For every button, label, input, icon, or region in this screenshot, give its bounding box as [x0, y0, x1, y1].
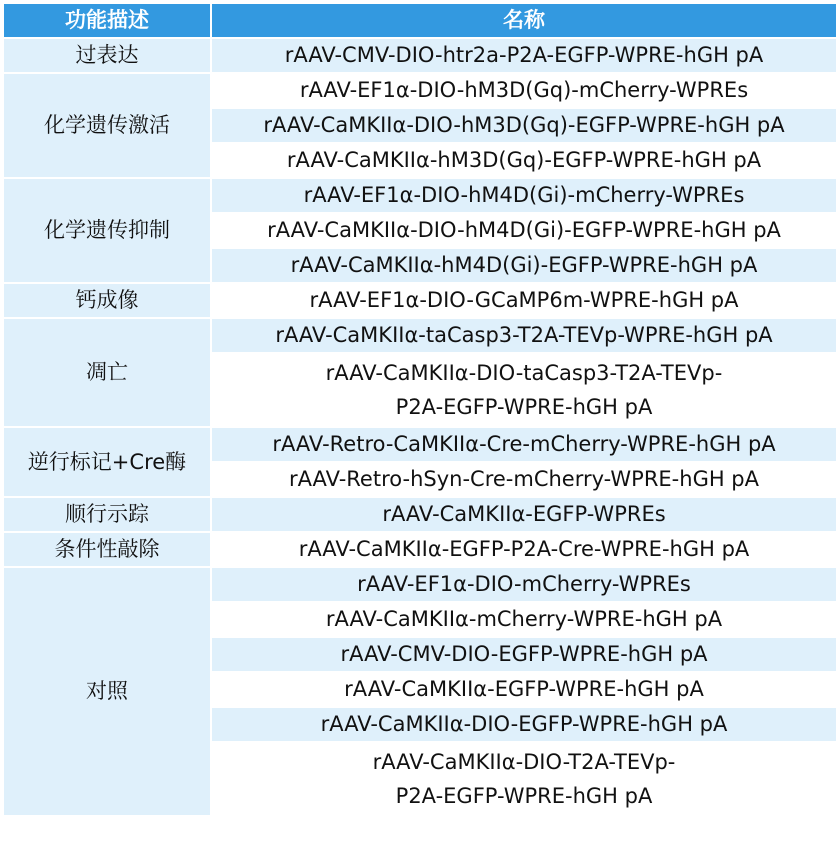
table-row — [3, 178, 837, 213]
name-line: rAAV-CaMKIIα-mCherry-WPRE-hGH pA — [325, 607, 723, 631]
name-line: rAAV-CaMKIIα-DIO-hM3D(Gq)-EGFP-WPRE-hGH pA — [263, 113, 785, 137]
name-line: rAAV-CaMKIIα-hM3D(Gq)-EGFP-WPRE-hGH pA — [286, 148, 762, 172]
name-line: rAAV-Retro-hSyn-Cre-mCherry-WPRE-hGH pA — [288, 467, 760, 491]
function-cell: 对照 — [3, 567, 211, 816]
name-cell — [211, 567, 837, 602]
name-cell — [211, 497, 837, 532]
table-row — [3, 73, 837, 108]
function-cell: 化学遗传抑制 — [3, 178, 211, 283]
name-line: rAAV-Retro-CaMKIIα-Cre-mCherry-WPRE-hGH pA — [272, 432, 776, 456]
name-line: rAAV-EF1α-DIO-hM3D(Gq)-mCherry-WPREs — [299, 78, 749, 102]
function-cell: 过表达 — [3, 38, 211, 73]
table-row — [3, 532, 837, 567]
name-line: rAAV-CaMKIIα-DIO-taCasp3-T2A-TEVp- — [325, 361, 723, 385]
name-line: rAAV-CaMKIIα-DIO-hM4D(Gi)-EGFP-WPRE-hGH pA — [267, 218, 781, 242]
function-cell: 钙成像 — [3, 283, 211, 318]
name-line: P2A-EGFP-WPRE-hGH pA — [395, 395, 653, 419]
name-line: P2A-EGFP-WPRE-hGH pA — [395, 784, 653, 808]
name-cell — [211, 178, 837, 213]
name-cell — [211, 108, 837, 143]
name-cell — [211, 532, 837, 567]
name-cell — [211, 427, 837, 462]
name-cell — [211, 73, 837, 108]
name-cell — [211, 248, 837, 283]
name-line: rAAV-CMV-DIO-htr2a-P2A-EGFP-WPRE-hGH pA — [284, 43, 764, 67]
name-cell — [211, 353, 837, 427]
name-line: rAAV-CaMKIIα-EGFP-P2A-Cre-WPRE-hGH pA — [298, 537, 750, 561]
header-name: 名称 — [211, 3, 837, 38]
name-line: rAAV-CaMKIIα-taCasp3-T2A-TEVp-WPRE-hGH pA — [275, 323, 773, 347]
name-cell — [211, 38, 837, 73]
name-line: rAAV-CaMKIIα-EGFP-WPREs — [382, 502, 666, 526]
table-row — [3, 427, 837, 462]
function-cell: 化学遗传激活 — [3, 73, 211, 178]
name-line: rAAV-CMV-DIO-EGFP-WPRE-hGH pA — [340, 642, 708, 666]
function-cell: 条件性敲除 — [3, 532, 211, 567]
name-cell — [211, 143, 837, 178]
table-row — [3, 497, 837, 532]
header-function: 功能描述 — [3, 3, 211, 38]
name-cell — [211, 318, 837, 353]
header-row — [3, 3, 837, 38]
virus-table — [2, 2, 838, 817]
name-cell — [211, 707, 837, 742]
name-cell — [211, 742, 837, 816]
table-row — [3, 318, 837, 353]
name-cell — [211, 213, 837, 248]
name-cell — [211, 283, 837, 318]
name-cell — [211, 602, 837, 637]
name-cell — [211, 672, 837, 707]
name-line: rAAV-CaMKIIα-DIO-EGFP-WPRE-hGH pA — [320, 712, 728, 736]
name-line: rAAV-EF1α-DIO-GCaMP6m-WPRE-hGH pA — [309, 288, 739, 312]
function-cell: 顺行示踪 — [3, 497, 211, 532]
name-line: rAAV-EF1α-DIO-mCherry-WPREs — [357, 572, 691, 596]
name-line: rAAV-CaMKIIα-DIO-T2A-TEVp- — [372, 750, 676, 774]
table-body — [3, 38, 837, 816]
name-cell — [211, 637, 837, 672]
name-line: rAAV-EF1α-DIO-hM4D(Gi)-mCherry-WPREs — [303, 183, 745, 207]
name-line: rAAV-CaMKIIα-EGFP-WPRE-hGH pA — [344, 677, 704, 701]
table-row — [3, 283, 837, 318]
table-row — [3, 38, 837, 73]
function-cell: 逆行标记+Cre酶 — [3, 427, 211, 497]
function-cell: 凋亡 — [3, 318, 211, 427]
name-cell — [211, 462, 837, 497]
name-line: rAAV-CaMKIIα-hM4D(Gi)-EGFP-WPRE-hGH pA — [290, 253, 758, 277]
table-row — [3, 567, 837, 602]
